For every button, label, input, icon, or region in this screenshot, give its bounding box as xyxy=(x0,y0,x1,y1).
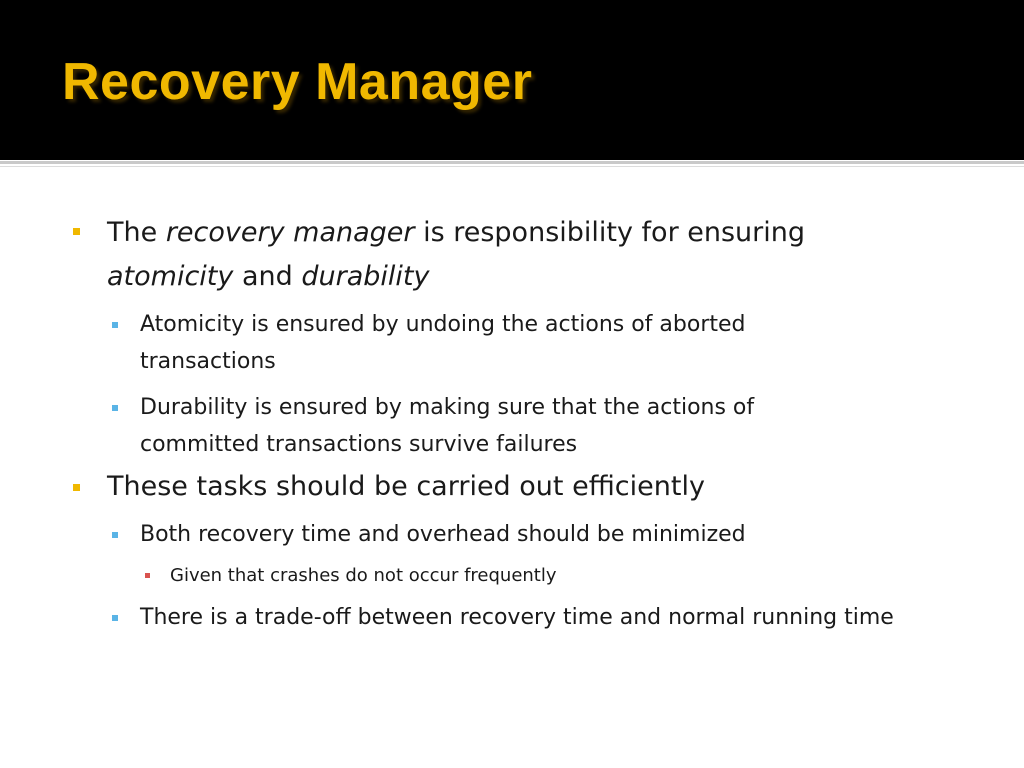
slide-title: Recovery Manager xyxy=(62,53,533,111)
emphasis-recovery-manager: recovery manager xyxy=(165,217,415,248)
bullet-trade-off: There is a trade-off between recovery time and normal running time xyxy=(140,605,894,630)
bullet-crashes-infrequent: Given that crashes do not occur frequently xyxy=(170,565,557,586)
bullet-recovery-manager xyxy=(107,211,927,299)
bullet-square-icon xyxy=(73,484,80,491)
bullet-durability: Durability is ensured by making sure that the actions of committed transactions survive failures xyxy=(140,395,755,457)
text: and xyxy=(233,261,302,292)
bullet-atomicity: Atomicity is ensured by undoing the actions of aborted transactions xyxy=(140,312,746,374)
bullet-square-icon xyxy=(112,322,118,328)
emphasis-durability: durability xyxy=(301,261,430,292)
bullet-minimize-overhead: Both recovery time and overhead should be minimized xyxy=(140,522,746,547)
bullet-square-icon xyxy=(145,573,150,578)
bullet-square-icon xyxy=(112,532,118,538)
bullet-square-icon xyxy=(73,228,80,235)
bullet-efficiency: These tasks should be carried out efficiently xyxy=(107,471,705,502)
bullet-square-icon xyxy=(112,405,118,411)
text: The xyxy=(107,217,166,248)
emphasis-atomicity: atomicity xyxy=(107,261,234,292)
bullet-square-icon xyxy=(112,615,118,621)
text: is responsibility for ensuring xyxy=(414,217,806,248)
